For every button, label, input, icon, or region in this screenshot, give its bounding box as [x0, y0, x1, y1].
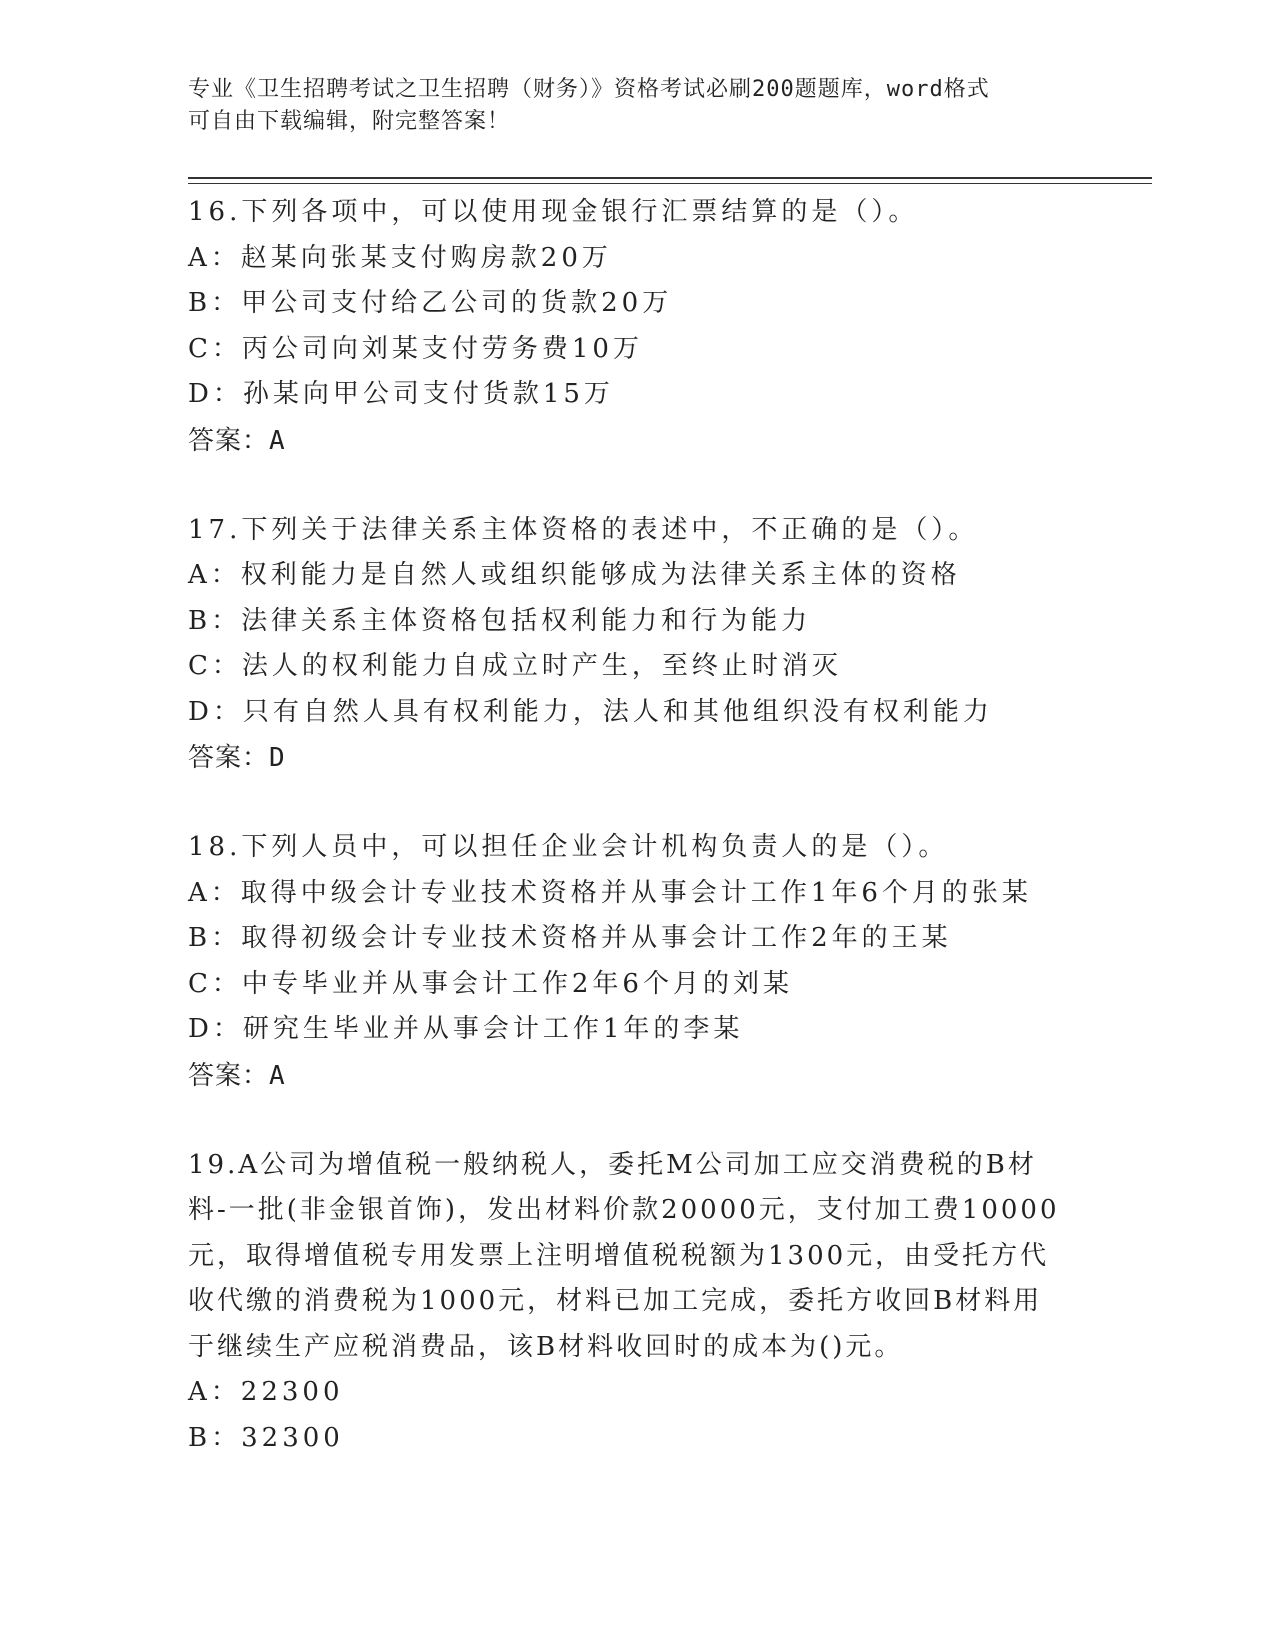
answer-line: 答案：D	[188, 743, 286, 773]
question-19	[188, 1143, 1088, 1462]
question-stem: 19.A公司为增值税一般纳税人，委托M公司加工应交消费税的B材料-一批(非金银首饰)，发出材料价款20000元，支付加工费10000元，取得增值税专用发票上注明增值税税额为1300元，由受托方代收代缴的消费税为1000元，材料已加工完成，委托方收回B材料用于继续生产应税消费品，该B材料收回时的成本为()元。	[188, 1149, 1060, 1362]
question-list	[188, 190, 1088, 1505]
option-b: B：甲公司支付给乙公司的货款20万	[188, 288, 673, 318]
header-title-line-1: 专业《卫生招聘考试之卫生招聘（财务）》资格考试必刷200题题库，word格式	[188, 77, 990, 102]
answer-line: 答案：A	[188, 425, 286, 456]
option-a: A：取得中级会计专业技术资格并从事会计工作1年6个月的张某	[188, 877, 1032, 908]
header-divider-thick	[188, 177, 1152, 179]
question-stem: 17.下列关于法律关系主体资格的表述中，不正确的是（）。	[188, 514, 979, 545]
option-c: C：中专毕业并从事会计工作2年6个月的刘某	[188, 968, 793, 999]
question-stem: 16.下列各项中，可以使用现金银行汇票结算的是（）。	[188, 197, 919, 227]
option-c: C：丙公司向刘某支付劳务费10万	[188, 333, 643, 364]
answer-line: 答案：A	[188, 1060, 286, 1091]
question-16	[188, 190, 1088, 464]
question-17	[188, 508, 1088, 782]
option-b: B：取得初级会计专业技术资格并从事会计工作2年的王某	[188, 923, 952, 953]
option-a: A：权利能力是自然人或组织能够成为法律关系主体的资格	[188, 560, 961, 590]
header-divider-thin	[188, 183, 1152, 184]
option-a: A：22300	[188, 1377, 344, 1407]
option-d: D：只有自然人具有权利能力，法人和其他组织没有权利能力	[188, 696, 993, 727]
option-b: B：32300	[188, 1422, 344, 1453]
option-d: D：孙某向甲公司支付货款15万	[188, 379, 614, 409]
option-b: B：法律关系主体资格包括权利能力和行为能力	[188, 605, 812, 636]
question-18	[188, 825, 1088, 1099]
question-stem: 18.下列人员中，可以担任企业会计机构负责人的是（）。	[188, 832, 949, 862]
option-d: D：研究生毕业并从事会计工作1年的李某	[188, 1014, 744, 1044]
document-header	[188, 74, 1088, 138]
header-title-line-2: 可自由下载编辑，附完整答案！	[188, 109, 511, 134]
option-a: A：赵某向张某支付购房款20万	[188, 242, 612, 273]
option-c: C：法人的权利能力自成立时产生，至终止时消灭	[188, 651, 842, 681]
